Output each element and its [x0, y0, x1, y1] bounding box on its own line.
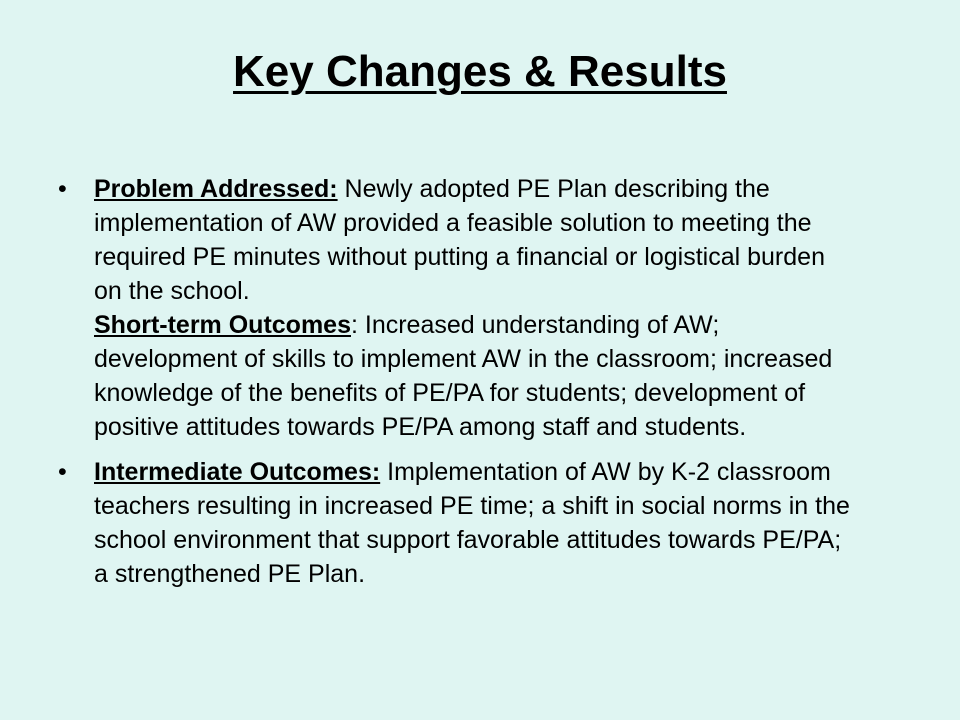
- short-term-outcomes-heading: Short-term Outcomes: [94, 311, 351, 339]
- problem-addressed-text: Newly adopted PE Plan describing the implementation of AW provided a feasible solution to meeting the required PE minutes without putting a financial or logistical burden on the school.: [94, 175, 825, 305]
- bullet-problem-addressed: [58, 172, 858, 444]
- intermediate-outcomes-heading: Intermediate Outcomes:: [94, 458, 381, 486]
- bullet-intermediate-outcomes: [58, 455, 858, 591]
- problem-addressed-heading: Problem Addressed:: [94, 175, 338, 203]
- slide-title: Key Changes & Results: [233, 47, 727, 96]
- bullet-dot-icon: •: [58, 175, 67, 203]
- bullet-list: [58, 172, 858, 602]
- bullet-dot-icon: •: [58, 458, 67, 486]
- short-term-outcomes-line: [94, 308, 858, 444]
- intermediate-outcomes-text: Implementation of AW by K-2 classroom teachers resulting in increased PE time; a shift in social norms in the school environment that support favorable attitudes towards PE/PA; a strengthened PE Plan.: [94, 458, 850, 588]
- short-term-outcomes-text: : Increased understanding of AW; development of skills to implement AW in the classroom; increased knowledge of the benefits of PE/PA for students; development of positive attitudes towards PE/PA among staff and students.: [94, 311, 833, 441]
